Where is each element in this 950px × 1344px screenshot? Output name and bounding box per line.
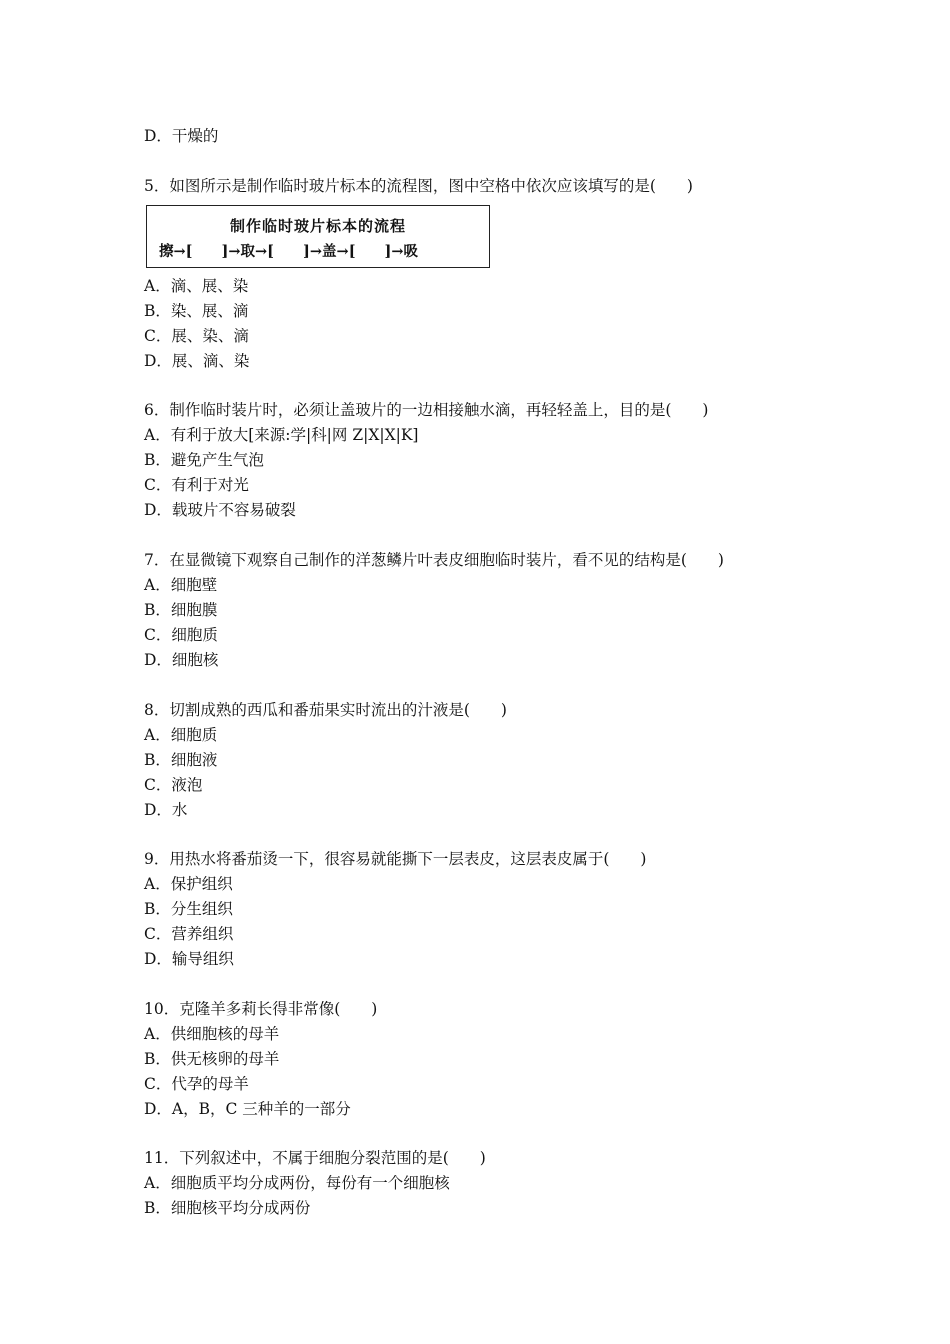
- q11-option-b: B．细胞核平均分成两份: [144, 1199, 311, 1217]
- q4-option-d: D．干燥的: [144, 127, 219, 145]
- q10-option-a: A．供细胞核的母羊: [144, 1025, 280, 1043]
- q5-stem: 5．如图所示是制作临时玻片标本的流程图，图中空格中依次应该填写的是( ): [144, 177, 693, 195]
- q10-option-d: D．A，B，C 三种羊的一部分: [144, 1100, 351, 1118]
- q9-stem: 9．用热水将番茄烫一下，很容易就能撕下一层表皮，这层表皮属于( ): [144, 850, 647, 868]
- q5-option-d: D．展、滴、染: [144, 352, 250, 370]
- flowchart-title: 制作临时玻片标本的流程: [229, 217, 406, 235]
- q11-stem: 11．下列叙述中，不属于细胞分裂范围的是( ): [144, 1149, 486, 1167]
- flowchart-steps: 擦→[ ]→取→[ ]→盖→[ ]→吸: [159, 243, 419, 260]
- q10-stem: 10．克隆羊多莉长得非常像( ): [144, 1000, 378, 1018]
- q6-option-d: D．载玻片不容易破裂: [144, 501, 296, 519]
- q8-option-a: A．细胞质: [144, 726, 218, 744]
- q10-option-b: B．供无核卵的母羊: [144, 1050, 280, 1068]
- q6-option-b: B．避免产生气泡: [144, 451, 264, 469]
- q9-option-a: A．保护组织: [144, 875, 233, 893]
- q5-option-b: B．染、展、滴: [144, 302, 249, 320]
- q8-option-d: D．水: [144, 801, 188, 819]
- q6-option-c: C．有利于对光: [144, 476, 249, 494]
- q9-option-d: D．输导组织: [144, 950, 234, 968]
- flowchart-figure: [146, 205, 490, 268]
- q6-stem: 6．制作临时装片时，必须让盖玻片的一边相接触水滴，再轻轻盖上，目的是( ): [144, 401, 709, 419]
- q10-option-c: C．代孕的母羊: [144, 1075, 249, 1093]
- q5-option-a: A．滴、展、染: [144, 277, 249, 295]
- q9-option-b: B．分生组织: [144, 900, 233, 918]
- q7-stem: 7．在显微镜下观察自己制作的洋葱鳞片叶表皮细胞临时装片，看不见的结构是( ): [144, 551, 724, 569]
- q7-option-d: D．细胞核: [144, 651, 219, 669]
- q8-option-b: B．细胞液: [144, 751, 218, 769]
- q8-option-c: C．液泡: [144, 776, 203, 794]
- q11-option-a: A．细胞质平均分成两份，每份有一个细胞核: [144, 1174, 450, 1192]
- q7-option-a: A．细胞壁: [144, 576, 218, 594]
- q7-option-c: C．细胞质: [144, 626, 218, 644]
- q9-option-c: C．营养组织: [144, 925, 234, 943]
- q5-option-c: C．展、染、滴: [144, 327, 249, 345]
- q7-option-b: B．细胞膜: [144, 601, 218, 619]
- q6-option-a: A．有利于放大[来源:学|科|网 Z|X|X|K]: [144, 426, 419, 444]
- q8-stem: 8．切割成熟的西瓜和番茄果实时流出的汁液是( ): [144, 701, 507, 719]
